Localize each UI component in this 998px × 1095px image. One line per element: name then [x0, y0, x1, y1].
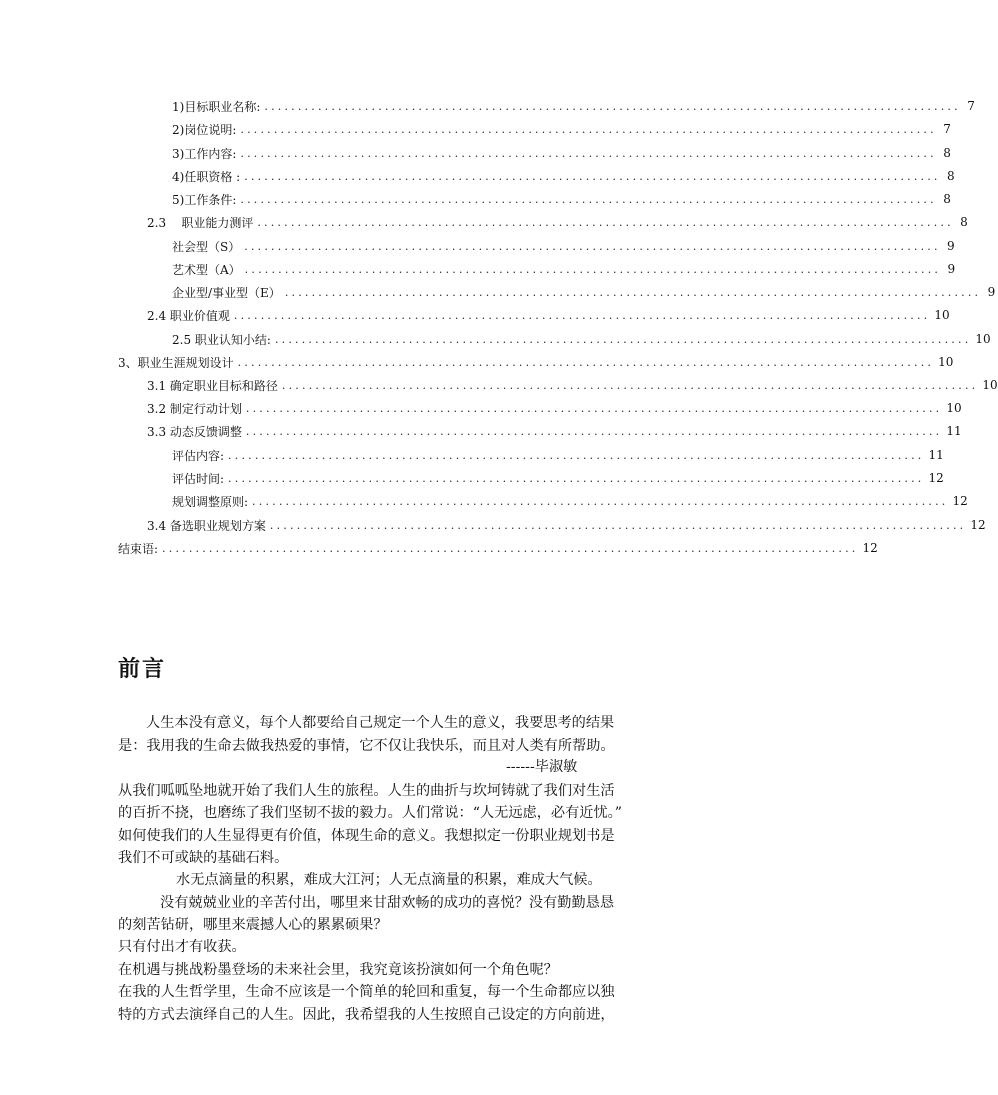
- toc-entry-label: 结束语:: [118, 541, 159, 556]
- toc-entry-label: 5)工作条件:: [172, 192, 237, 207]
- toc-entry[interactable]: [147, 398, 962, 418]
- paragraph-line: 没有兢兢业业的辛苦付出，哪里来甘甜欢畅的成功的喜悦？没有勤勤恳恳: [160, 895, 615, 911]
- toc-entry[interactable]: [172, 236, 955, 256]
- toc-entry[interactable]: [147, 212, 968, 232]
- toc-entry-page: 12: [862, 541, 878, 555]
- toc-leader-dots: ........................................................................................................: [269, 518, 967, 532]
- toc-entry-page: 9: [947, 239, 955, 253]
- toc-entry[interactable]: [172, 329, 991, 349]
- paragraph-line: 从我们呱呱坠地就开始了我们人生的旅程。人生的曲折与坎坷铸就了我们对生活: [118, 783, 615, 799]
- toc-leader-dots: ........................................................................................................: [244, 169, 941, 183]
- toc-entry-label: 规划调整原则:: [172, 494, 249, 509]
- paragraph-line: 水无点滴量的积累，难成大江河；人无点滴量的积累，难成大气候。: [176, 872, 602, 888]
- toc-entry-label: 评估内容:: [172, 448, 225, 463]
- toc-entry[interactable]: [118, 538, 878, 558]
- toc-entry-page: 10: [938, 355, 954, 369]
- toc-entry-label: 4)任职资格 :: [172, 169, 241, 184]
- paragraph-line: 特的方式去演绎自己的人生。因此，我希望我的人生按照自己设定的方向前进，: [118, 1007, 615, 1023]
- paragraph-line: 我们不可或缺的基础石料。: [118, 850, 289, 866]
- toc-entry-label: 社会型（S）: [172, 239, 241, 254]
- paragraph-line: 在机遇与挑战粉墨登场的未来社会里，我究竟该扮演如何一个角色呢？: [118, 962, 558, 978]
- toc-entry[interactable]: [147, 375, 998, 395]
- toc-entry-label: 2.5 职业认知小结:: [172, 332, 271, 347]
- toc-entry-page: 8: [943, 146, 951, 160]
- toc-leader-dots: ........................................................................................................: [274, 332, 972, 346]
- paragraph-line: 的刻苦钻研，哪里来震撼人心的累累硕果？: [118, 917, 388, 933]
- toc-leader-dots: ........................................................................................................: [245, 424, 943, 438]
- toc-leader-dots: ........................................................................................................: [240, 192, 937, 206]
- toc-leader-dots: ........................................................................................................: [284, 285, 982, 299]
- toc-leader-dots: ........................................................................................................: [244, 262, 942, 276]
- toc-entry-page: 8: [943, 192, 951, 206]
- toc-leader-dots: ........................................................................................................: [240, 146, 937, 160]
- toc-leader-dots: ........................................................................................................: [257, 215, 954, 229]
- toc-entry-page: 10: [946, 401, 962, 415]
- toc-entry-page: 10: [982, 378, 998, 392]
- toc-entry-page: 11: [928, 448, 944, 462]
- toc-entry[interactable]: [172, 282, 996, 302]
- toc-entry-label: 3.2 制定行动计划: [147, 401, 242, 416]
- paragraph-line: 如何使我们的人生显得更有价值，体现生命的意义。我想拟定一份职业规划书是: [118, 828, 615, 844]
- toc-entry-page: 9: [987, 285, 996, 299]
- toc-entry-label: 1)目标职业名称:: [172, 99, 261, 114]
- toc-entry-page: 11: [946, 424, 962, 438]
- toc-entry[interactable]: [172, 143, 951, 163]
- toc-entry[interactable]: [172, 166, 955, 186]
- paragraph-line: 的百折不挠，也磨练了我们坚韧不拔的毅力。人们常说：“人无远虑，必有近忧。”: [118, 805, 622, 821]
- toc-leader-dots: ........................................................................................................: [233, 308, 931, 322]
- quote-attribution: ------毕淑敏: [506, 759, 578, 775]
- toc-leader-dots: ........................................................................................................: [245, 401, 943, 415]
- toc-entry-label: 3.3 动态反馈调整: [147, 424, 242, 439]
- paragraph-line: 只有付出才有收获。: [118, 939, 246, 955]
- toc-entry-label: 2)岗位说明:: [172, 122, 237, 137]
- toc-entry[interactable]: [147, 421, 962, 441]
- toc-entry[interactable]: [147, 515, 986, 535]
- toc-entry[interactable]: [172, 119, 951, 139]
- toc-entry-page: 8: [947, 169, 955, 183]
- toc-leader-dots: ........................................................................................................: [240, 122, 937, 136]
- paragraph-line: 在我的人生哲学里，生命不应该是一个简单的轮回和重复，每一个生命都应以独: [118, 984, 615, 1000]
- toc-entry-page: 12: [952, 494, 968, 508]
- toc-leader-dots: ........................................................................................................: [244, 239, 941, 253]
- toc-entry-page: 9: [947, 262, 956, 276]
- toc-leader-dots: ........................................................................................................: [228, 471, 925, 485]
- toc-entry-label: 评估时间:: [172, 471, 225, 486]
- toc-leader-dots: ........................................................................................................: [281, 378, 979, 392]
- toc-entry-label: 3、职业生涯规划设计: [118, 355, 234, 370]
- toc-entry[interactable]: [172, 189, 951, 209]
- toc-entry-label: 3.1 确定职业目标和路径: [147, 378, 278, 393]
- toc-entry[interactable]: [172, 468, 944, 488]
- paragraph-line: 人生本没有意义，每个人都要给自己规定一个人生的意义，我要思考的结果: [146, 715, 615, 731]
- toc-leader-dots: ........................................................................................................: [162, 541, 859, 555]
- toc-leader-dots: ........................................................................................................: [237, 355, 935, 369]
- toc-leader-dots: ........................................................................................................: [264, 99, 961, 113]
- toc-entry[interactable]: [118, 352, 954, 372]
- toc-entry-page: 8: [960, 215, 968, 229]
- toc-entry-page: 7: [967, 99, 975, 113]
- toc-entry-label: 2.4 职业价值观: [147, 308, 230, 323]
- toc-leader-dots: ........................................................................................................: [252, 494, 949, 508]
- toc-entry-label: 艺术型（A）: [172, 262, 241, 277]
- toc-entry-label: 2.3 职业能力测评: [147, 215, 254, 230]
- toc-entry-label: 3)工作内容:: [172, 146, 237, 161]
- toc-entry-page: 12: [928, 471, 944, 485]
- toc-entry-label: 企业型/事业型（E）: [172, 285, 281, 300]
- toc-leader-dots: ........................................................................................................: [228, 448, 925, 462]
- toc-entry-page: 10: [975, 332, 991, 346]
- toc-entry[interactable]: [172, 259, 956, 279]
- toc-entry-page: 12: [970, 518, 986, 532]
- toc-entry-label: 3.4 备选职业规划方案: [147, 518, 266, 533]
- section-heading: 前言: [118, 657, 167, 682]
- toc-entry[interactable]: [147, 305, 950, 325]
- toc-entry[interactable]: [172, 491, 968, 511]
- toc-entry[interactable]: [172, 96, 975, 116]
- toc-entry-page: 7: [943, 122, 951, 136]
- toc-entry-page: 10: [934, 308, 950, 322]
- paragraph-line: 是：我用我的生命去做我热爱的事情，它不仅让我快乐，而且对人类有所帮助。: [118, 738, 615, 754]
- toc-entry[interactable]: [172, 445, 944, 465]
